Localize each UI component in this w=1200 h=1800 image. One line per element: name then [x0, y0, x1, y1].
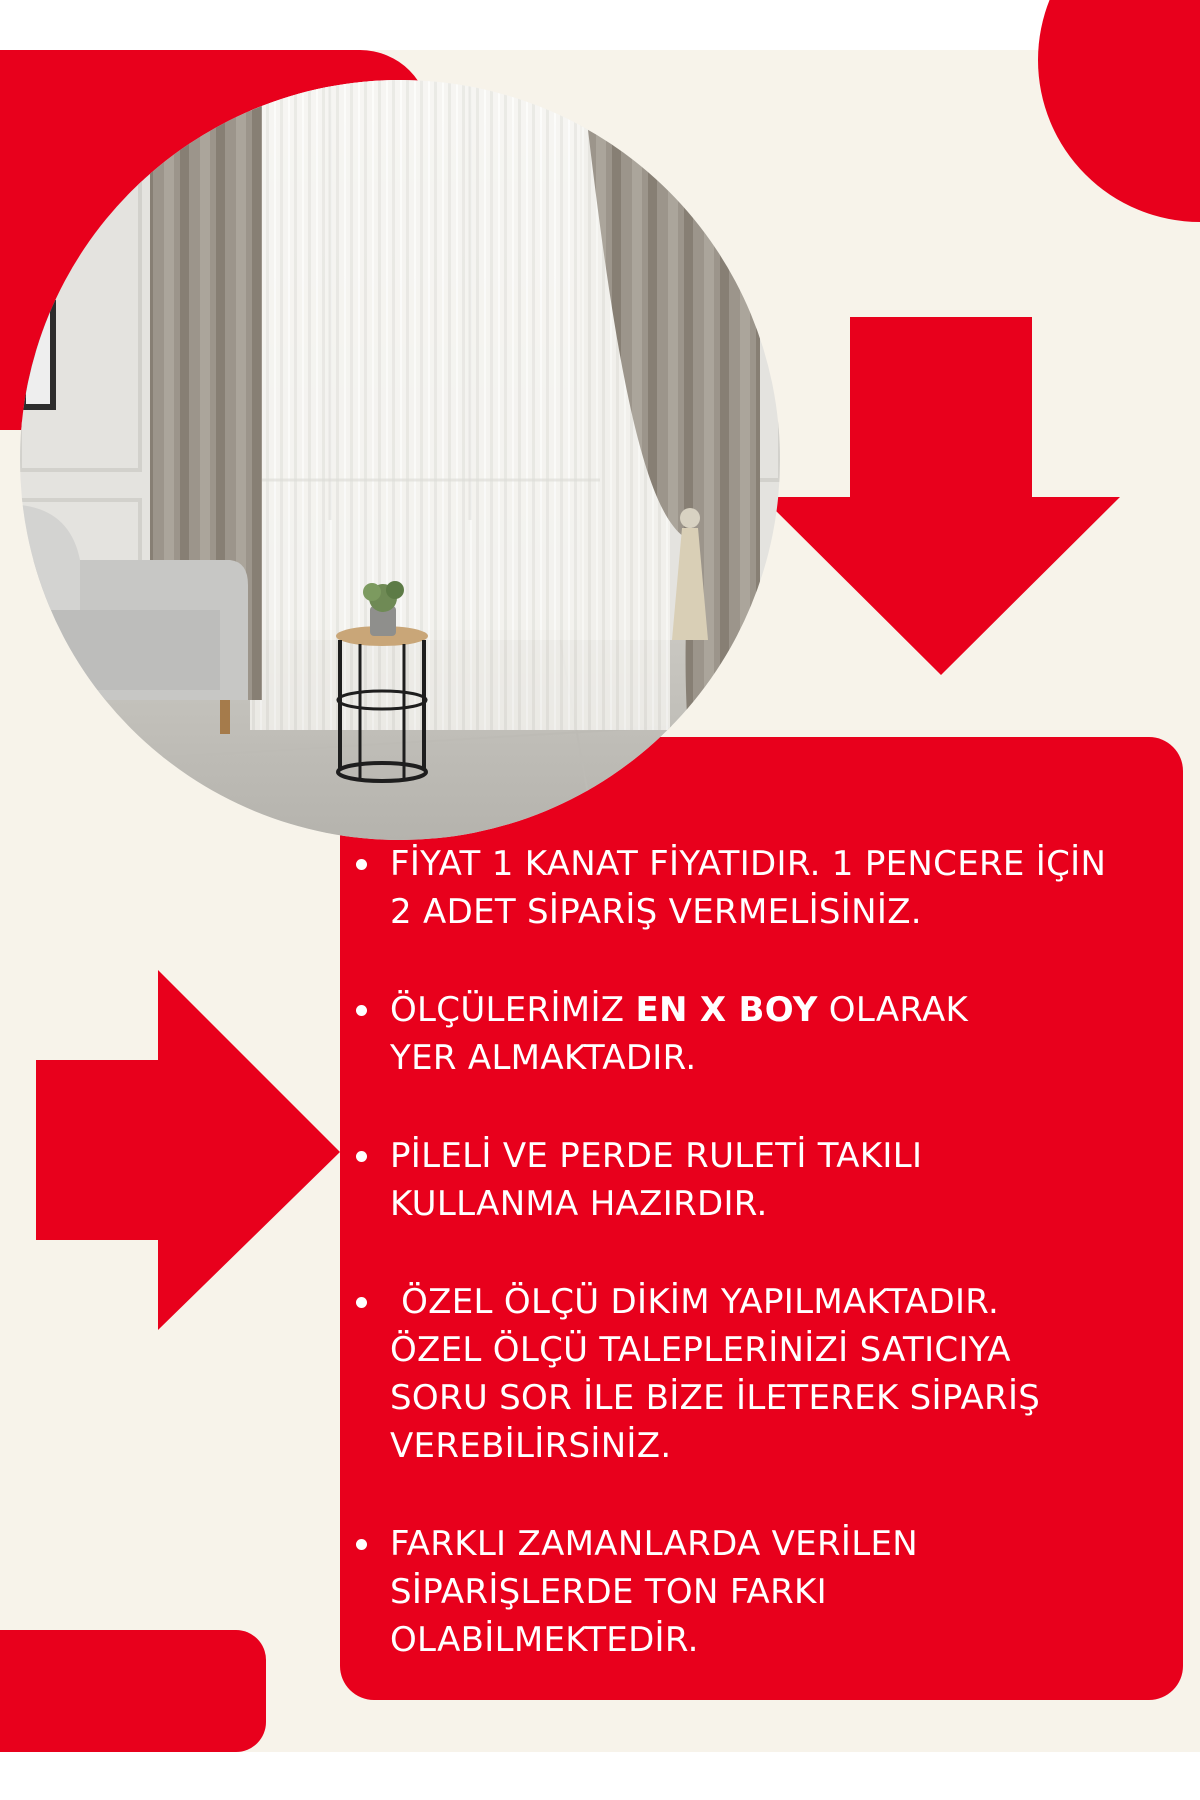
info-item-tone-difference	[340, 1520, 1180, 1664]
info-item-pleated-line-1: PİLELİ VE PERDE RULETİ TAKILI	[390, 1136, 923, 1176]
dimensions-suffix: OLARAK	[817, 990, 969, 1030]
info-item-dimensions	[340, 986, 1180, 1082]
bullet-dot-icon	[356, 859, 367, 870]
bullet-dot-icon	[356, 1539, 367, 1550]
info-item-tone-difference-line-2: SİPARİŞLERDE TON FARKI	[390, 1572, 827, 1612]
info-item-custom-size	[340, 1278, 1180, 1470]
info-item-price-line-2: 2 ADET SİPARİŞ VERMELİSİNİZ.	[390, 892, 922, 932]
bottom-margin	[0, 1752, 1200, 1800]
dimensions-bold: EN X BOY	[635, 990, 818, 1030]
bullet-dot-icon	[356, 1151, 367, 1162]
info-item-dimensions-line-2: YER ALMAKTADIR.	[390, 1038, 697, 1078]
info-item-tone-difference-line-1: FARKLI ZAMANLARDA VERİLEN	[390, 1524, 918, 1564]
info-item-custom-size-line-2: ÖZEL ÖLÇÜ TALEPLERİNİZİ SATICIYA	[390, 1330, 1011, 1370]
info-item-tone-difference-line-3: OLABİLMEKTEDİR.	[390, 1620, 699, 1660]
info-item-dimensions-line-1	[390, 986, 1180, 1034]
info-item-pleated	[340, 1132, 1180, 1228]
top-margin	[0, 0, 1200, 50]
info-item-custom-size-line-1: ÖZEL ÖLÇÜ DİKİM YAPILMAKTADIR.	[390, 1282, 1000, 1322]
info-panel	[340, 840, 1180, 1664]
info-item-pleated-line-2: KULLANMA HAZIRDIR.	[390, 1184, 768, 1224]
red-decor-bottom-left-cover	[0, 1630, 60, 1752]
bullet-dot-icon	[356, 1297, 367, 1308]
info-item-custom-size-line-3: SORU SOR İLE BİZE İLETEREK SİPARİŞ	[390, 1378, 1041, 1418]
dimensions-prefix: ÖLÇÜLERİMİZ	[390, 990, 636, 1030]
info-item-price-line-1: FİYAT 1 KANAT FİYATIDIR. 1 PENCERE İÇİN	[390, 844, 1107, 884]
info-list	[340, 840, 1180, 1664]
info-item-price	[340, 840, 1180, 936]
bullet-dot-icon	[356, 1005, 367, 1016]
info-item-custom-size-line-4: VEREBİLİRSİNİZ.	[390, 1426, 672, 1466]
